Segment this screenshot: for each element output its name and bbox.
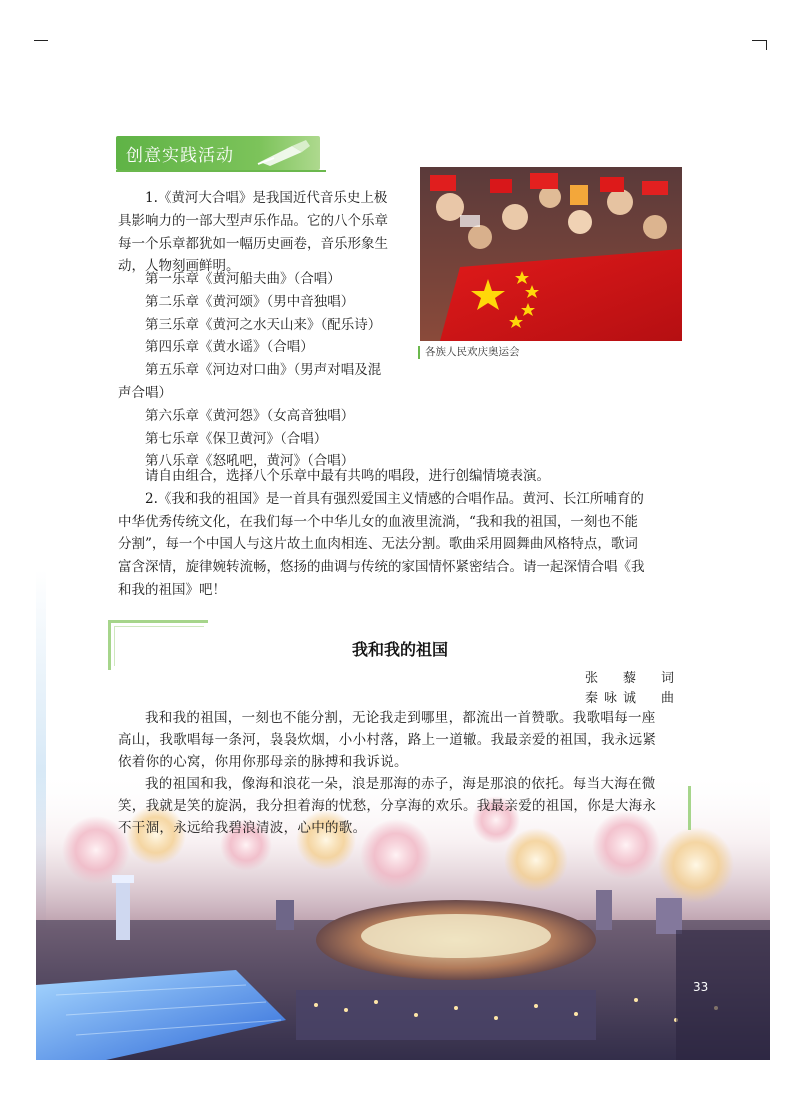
activity2-line: 富含深情，旋律婉转流畅，悠扬的曲调与传统的家国情怀紧密结合。请一起深情合唱《我 <box>118 559 645 576</box>
text-line: 1.《黄河大合唱》是我国近代音乐史上极 <box>145 190 388 206</box>
chapter-item: 第一乐章《黄河船夫曲》（合唱） <box>145 271 341 287</box>
chapter-item: 第七乐章《保卫黄河》（合唱） <box>145 430 328 447</box>
lyric-line: 我的祖国和我，像海和浪花一朵，浪是那海的赤子，海是那浪的依托。每当大海在微 <box>145 776 656 792</box>
lyric-line: 我和我的祖国，一刻也不能分割，无论我走到哪里，都流出一首赞歌。我歌唱每一座 <box>145 710 656 726</box>
chapter-list <box>118 268 418 473</box>
chapter-item: 第八乐章《怒吼吧，黄河》（合唱） <box>145 453 355 470</box>
song-composer: 秦咏诚 曲 <box>584 691 680 706</box>
section-bracket-top <box>108 620 208 623</box>
song-title: 我和我的祖国 <box>351 640 448 659</box>
activity-header-label: 创意实践活动 <box>126 146 234 166</box>
chapter-item: 第六乐章《黄河怨》（女高音独唱） <box>145 407 355 424</box>
text-line: 动，人物刻画鲜明。 <box>118 258 240 275</box>
activity1-intro <box>118 187 414 278</box>
brush-icon <box>252 138 314 168</box>
activity-instructions <box>118 465 686 602</box>
crop-mark-left <box>34 40 48 41</box>
lyric-line: 依着你的心窝，你用你那母亲的脉搏和我诉说。 <box>118 754 408 770</box>
lyric-line: 高山，我歌唱每一条河，袅袅炊烟，小小村落，路上一道辙。我最亲爱的祖国，我永远紧 <box>118 732 657 748</box>
chapter-item-continued: 声合唱） <box>118 384 172 401</box>
activity-header-tag <box>116 136 320 170</box>
chapter-item: 第二乐章《黄河颂》（男中音独唱） <box>145 293 355 310</box>
activity1-instruction: 请自由组合，选择八个乐章中最有共鸣的唱段，进行创编情境表演。 <box>145 468 550 484</box>
chapter-item: 第四乐章《黄水谣》（合唱） <box>145 339 314 356</box>
song-lyricist: 张 藜 词 <box>584 671 680 686</box>
section-bracket-top-inner <box>114 626 204 627</box>
page-number: 33 <box>693 980 709 994</box>
chapter-item: 第三乐章《黄河之水天山来》（配乐诗） <box>145 316 382 333</box>
lyric-line: 笑，我就是笑的旋涡，我分担着海的忧愁，分享海的欢乐。我最亲爱的祖国，你是大海永 <box>118 798 657 814</box>
activity2-line: 2.《我和我的祖国》是一首具有强烈爱国主义情感的合唱作品。黄河、长江所哺育的 <box>145 490 644 507</box>
crop-mark-right-vertical <box>766 40 767 50</box>
chapter-item: 第五乐章《河边对口曲》（男声对唱及混 <box>145 362 382 379</box>
photo-caption: 各族人民欢庆奥运会 <box>418 346 520 359</box>
text-line: 具影响力的一部大型声乐作品。它的八个乐章 <box>118 212 388 229</box>
text-line: 每一个乐章都犹如一幅历史画卷，音乐形象生 <box>118 235 388 252</box>
activity2-line: 和我的祖国》吧！ <box>118 581 226 598</box>
crop-mark-right <box>752 40 766 41</box>
song-lyrics <box>118 707 690 839</box>
olympics-celebration-photo <box>420 167 682 341</box>
lyric-line: 不干涸，永远给我碧浪清波，心中的歌。 <box>118 820 367 836</box>
header-underline <box>116 170 326 172</box>
activity2-line: 分割”，每一个中国人与这片故土血肉相连、无法分割。歌曲采用圆舞曲风格特点，歌词 <box>118 536 638 553</box>
activity2-line: 中华优秀传统文化，在我们每一个中华儿女的血液里流淌，“我和我的祖国，一刻也不能 <box>118 513 638 530</box>
